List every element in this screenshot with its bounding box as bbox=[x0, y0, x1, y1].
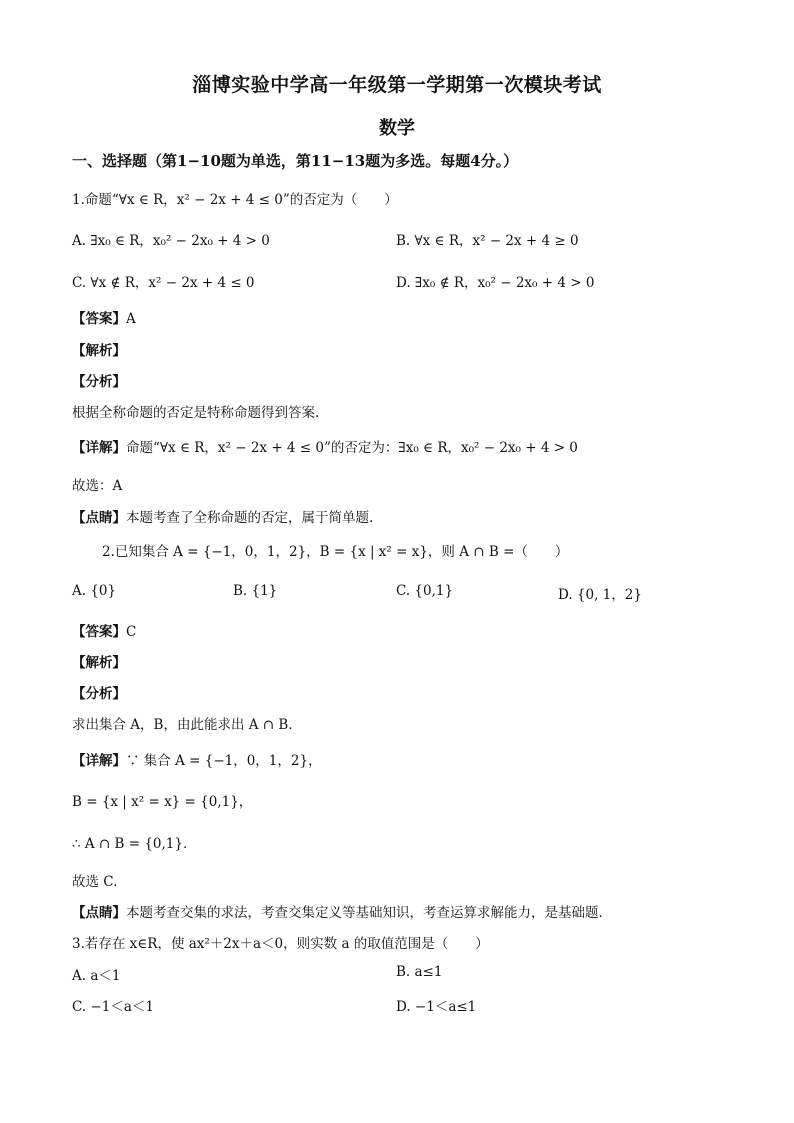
exam-title: 淄博实验中学高一年级第一学期第一次模块考试 bbox=[192, 74, 602, 96]
q3-stem: 3.若存在 x∈R，使 ax²＋2x＋a＜0，则实数 a 的取值范围是（ ） bbox=[72, 936, 489, 952]
q2-choose: 故选 C. bbox=[72, 874, 118, 890]
q2-option-c: C. {0,1} bbox=[396, 583, 454, 599]
q1-comment-line bbox=[72, 506, 373, 526]
q1-stem: 1.命题“∀x ∈ R，x² − 2x + 4 ≤ 0”的否定为（ ） bbox=[72, 192, 398, 208]
q2-analysis: 求出集合 A，B，由此能求出 A ∩ B． bbox=[72, 717, 302, 733]
analysis-tag: 【分析】 bbox=[72, 686, 126, 702]
q2-option-d: D. {0, 1，2} bbox=[558, 587, 642, 603]
q3-option-b: B. a≤1 bbox=[396, 964, 443, 980]
explain-tag: 【解析】 bbox=[72, 343, 126, 359]
answer-tag: 【答案】 bbox=[72, 624, 126, 640]
analysis-tag: 【分析】 bbox=[72, 374, 126, 390]
q2-stem: 2.已知集合 A = {−1，0，1，2}，B = {x | x² = x}，则 A ∩ B =（ ） bbox=[102, 544, 569, 560]
q1-option-c: C. ∀x ∉ R，x² − 2x + 4 ≤ 0 bbox=[72, 275, 255, 291]
q2-option-a: A. {0} bbox=[72, 583, 117, 599]
explain-tag: 【解析】 bbox=[72, 655, 126, 671]
q2-comment: 本题考查交集的求法，考查交集定义等基础知识，考查运算求解能力，是基础题． bbox=[126, 905, 612, 921]
q1-option-d: D. ∃x₀ ∉ R，x₀² − 2x₀ + 4 > 0 bbox=[396, 275, 595, 291]
q1-comment: 本题考查了全称命题的否定，属于简单题. bbox=[126, 510, 374, 526]
q2-analysis-tag bbox=[72, 682, 126, 702]
comment-tag: 【点睛】 bbox=[72, 905, 126, 921]
q2-explain-tag bbox=[72, 651, 126, 671]
q1-detail: 命题“∀x ∈ R，x² − 2x + 4 ≤ 0”的否定为：∃x₀ ∈ R，x₀² − 2x₀ + 4 > 0 bbox=[126, 440, 578, 456]
q1-analysis: 根据全称命题的否定是特称命题得到答案. bbox=[72, 405, 320, 421]
section-heading: 一、选择题（第1−10题为单选，第11−13题为多选。每题4分。） bbox=[72, 152, 519, 170]
q2-detail-3: ∴ A ∩ B = {0,1}． bbox=[72, 836, 197, 852]
q2-comment-line bbox=[72, 901, 612, 921]
q2-option-b: B. {1} bbox=[233, 583, 278, 599]
detail-tag: 【详解】 bbox=[72, 440, 126, 456]
q2-answer-line bbox=[72, 620, 136, 640]
q1-answer-line bbox=[72, 307, 136, 327]
q1-detail-line bbox=[72, 436, 578, 456]
q3-option-d: D. −1＜a≤1 bbox=[396, 999, 477, 1015]
q1-answer: A bbox=[126, 311, 136, 327]
q1-option-b: B. ∀x ∈ R，x² − 2x + 4 ≥ 0 bbox=[396, 233, 579, 249]
q2-detail-line bbox=[72, 749, 322, 769]
q1-option-a: A. ∃x₀ ∈ R，x₀² − 2x₀ + 4 > 0 bbox=[72, 233, 270, 249]
subject-title: 数学 bbox=[379, 118, 415, 139]
q2-detail: ∵ 集合 A = {−1，0，1，2}， bbox=[126, 753, 322, 769]
answer-tag: 【答案】 bbox=[72, 311, 126, 327]
comment-tag: 【点睛】 bbox=[72, 510, 126, 526]
q3-option-c: C. −1＜a＜1 bbox=[72, 999, 154, 1015]
q1-explain-tag bbox=[72, 339, 126, 359]
q2-answer: C bbox=[126, 624, 137, 640]
q2-detail-2: B = {x | x² = x} = {0,1}， bbox=[72, 794, 253, 810]
q1-choose: 故选：A bbox=[72, 478, 123, 494]
q3-option-a: A. a＜1 bbox=[72, 968, 121, 984]
q1-analysis-tag bbox=[72, 370, 126, 390]
detail-tag: 【详解】 bbox=[72, 753, 126, 769]
